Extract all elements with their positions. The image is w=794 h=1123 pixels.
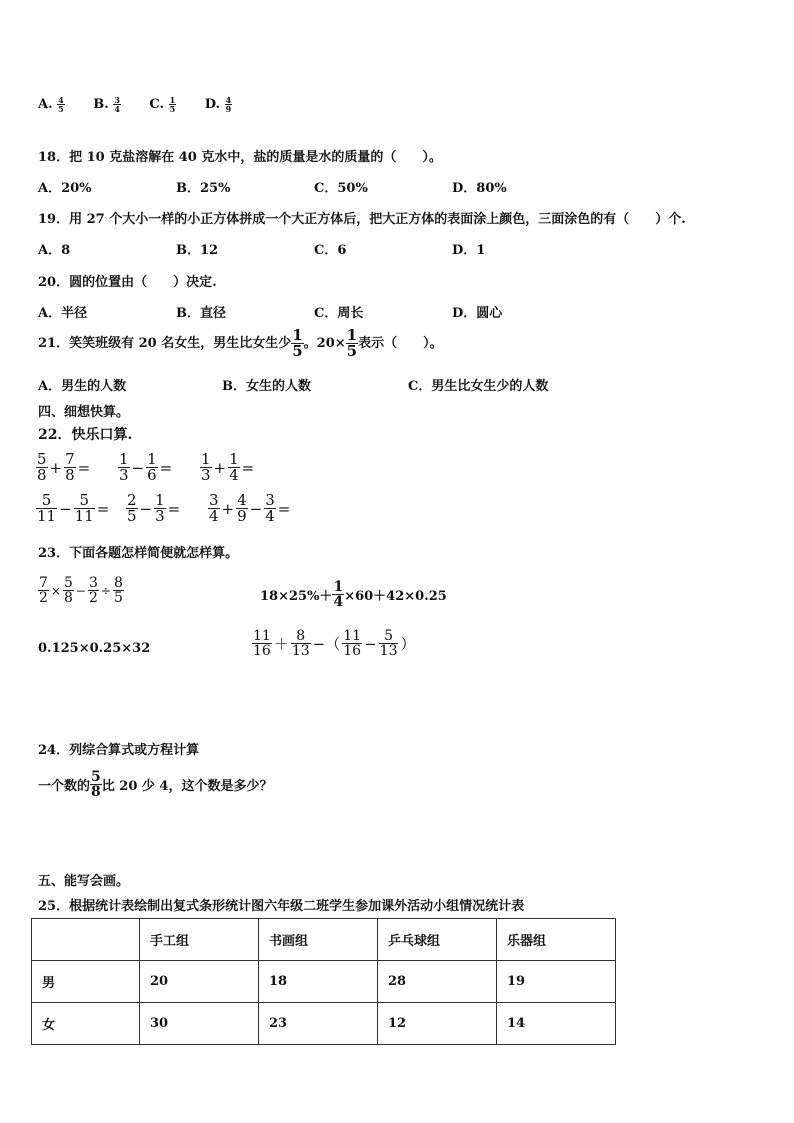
- q21-text: 21．笑笑班级有 20 名女生，男生比女生少 $\frac{1}{5}$ 。20× $\frac{1}{5}$ 表示（ ）。: [38, 326, 443, 360]
- q24-text: 一个数的 $\frac{5}{8}$ 比 20 少 4，这个数是多少？: [38, 769, 273, 800]
- table-cell: 14: [497, 1003, 616, 1045]
- q22-expr-2: $\frac{1}{3}$ − $\frac{1}{6}$ =: [119, 450, 173, 484]
- table-cell: 30: [140, 1003, 259, 1045]
- table-cell: 男: [32, 961, 140, 1003]
- q17-option-a: A. $\frac{4}{5}$: [38, 95, 64, 114]
- table-cell: 19: [497, 961, 616, 1003]
- q23-expr-2: 18×25%＋ $\frac{1}{4}$ ×60＋42×0.25: [260, 579, 447, 610]
- table-header-cell: 乐器组: [497, 919, 616, 961]
- q20-option-c: C．周长: [314, 306, 364, 321]
- q19-option-a: A．8: [38, 243, 71, 258]
- q18-option-a: A．20%: [38, 181, 92, 196]
- q23-expr-1: $\frac{7}{2}$ × $\frac{5}{8}$ − $\frac{3}{2}$ ÷ $\frac{8}{5}$: [39, 575, 123, 606]
- q18-option-c: C．50%: [314, 181, 368, 196]
- table-row: [32, 961, 616, 1003]
- table-cell: 12: [378, 1003, 497, 1045]
- q23-title: 23．下面各题怎样简便就怎样算。: [38, 546, 239, 561]
- q22-expr-4: $\frac{5}{11}$ − $\frac{5}{11}$ =: [37, 491, 110, 525]
- q18-option-b: B．25%: [176, 181, 231, 196]
- table-header-row: [32, 919, 616, 961]
- q22-title: 22．快乐口算.: [38, 427, 133, 443]
- table-header-cell: 乒乓球组: [378, 919, 497, 961]
- q22-expr-1: $\frac{5}{8}$ + $\frac{7}{8}$ =: [37, 450, 91, 484]
- q17-options: [38, 96, 232, 113]
- q22-expr-5: $\frac{2}{5}$ − $\frac{1}{3}$ =: [127, 491, 181, 525]
- q19-option-b: B．12: [176, 243, 219, 258]
- q17-option-b: B. $\frac{3}{4}$: [93, 95, 120, 114]
- table-cell: 23: [259, 1003, 378, 1045]
- table-cell: 20: [140, 961, 259, 1003]
- q24-title: 24．列综合算式或方程计算: [38, 743, 200, 758]
- stats-table: [31, 918, 616, 1045]
- q23-expr-4: $\frac{11}{16}$ ＋ $\frac{8}{13}$ −（ $\frac{11}{16}$ − $\frac{5}{13}$ ）: [253, 628, 416, 659]
- q22-expr-3: $\frac{1}{3}$ + $\frac{1}{4}$ =: [201, 450, 255, 484]
- q20-text: 20．圆的位置由（ ）决定.: [38, 275, 217, 290]
- q19-text: 19．用 27 个大小一样的小正方体拼成一个大正方体后，把大正方体的表面涂上颜色，三面涂色的有（ ）个.: [38, 212, 686, 227]
- q17-option-d: D. $\frac{4}{9}$: [204, 95, 232, 114]
- section-4-heading: 四、细想快算。: [38, 405, 130, 420]
- q21-option-a: A．男生的人数: [38, 379, 127, 394]
- q22-expr-6: $\frac{3}{4}$ + $\frac{4}{9}$ − $\frac{3}{4}$ =: [209, 491, 291, 525]
- q18-option-d: D．80%: [452, 181, 507, 196]
- q20-option-d: D．圆心: [452, 306, 503, 321]
- q25-title: 25．根据统计表绘制出复式条形统计图六年级二班学生参加课外活动小组情况统计表: [38, 899, 525, 914]
- table-header-cell: 手工组: [140, 919, 259, 961]
- q21-option-c: C．男生比女生少的人数: [408, 379, 549, 394]
- q19-option-d: D．1: [452, 243, 486, 258]
- table-cell: 女: [32, 1003, 140, 1045]
- table-header-cell: [32, 919, 140, 961]
- table-cell: 28: [378, 961, 497, 1003]
- q20-option-b: B．直径: [176, 306, 226, 321]
- q17-option-c: C. $\frac{1}{5}$: [149, 95, 176, 114]
- table-cell: 18: [259, 961, 378, 1003]
- table-row: [32, 1003, 616, 1045]
- q23-expr-3: 0.125×0.25×32: [38, 641, 151, 656]
- q20-option-a: A．半径: [38, 306, 88, 321]
- q19-option-c: C．6: [314, 243, 347, 258]
- q18-text: 18．把 10 克盐溶解在 40 克水中，盐的质量是水的质量的（ ）。: [38, 150, 442, 165]
- section-5-heading: 五、能写会画。: [38, 874, 130, 889]
- q21-option-b: B．女生的人数: [222, 379, 311, 394]
- table-header-cell: 书画组: [259, 919, 378, 961]
